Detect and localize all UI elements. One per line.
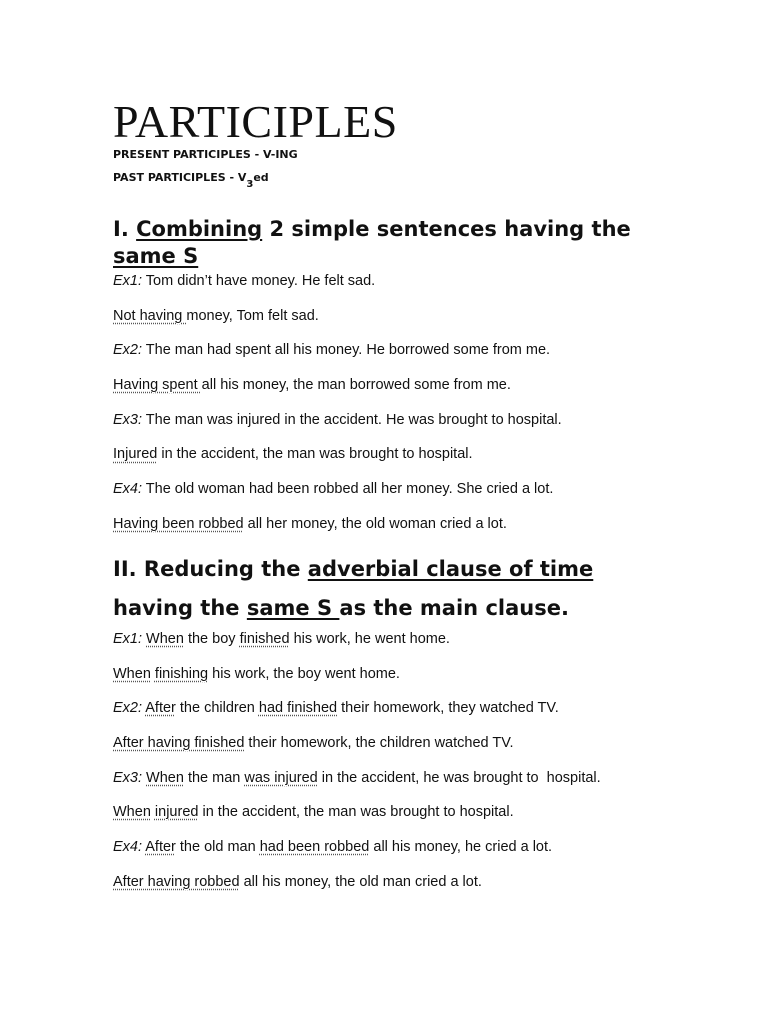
sentence-text: all his money, the man borrowed some from me. [201, 377, 511, 394]
example-label: Ex2: [113, 342, 143, 359]
example-sentence [113, 410, 673, 430]
subtitle-past-suffix: ed [253, 171, 269, 184]
example-label: Ex4: [113, 481, 143, 498]
example-label: Ex2: [113, 700, 143, 717]
reduced-sentence [113, 872, 673, 892]
marked-phrase: had finished [258, 700, 338, 717]
sentence-text: his work, he went home. [289, 630, 450, 647]
sentence-text: in the accident, the man was brought to hospital. [198, 804, 514, 821]
marked-phrase: finished [239, 630, 290, 647]
marked-phrase: After [145, 838, 176, 855]
reduced-sentence [113, 733, 673, 753]
example-label: Ex3: [113, 769, 143, 786]
subtitle-past-prefix: PAST PARTICIPLES - V [113, 171, 247, 184]
sentence-text: in the accident, the man was brought to hospital. [157, 446, 473, 463]
sentence-text: The man had spent all his money. He borrowed some from me. [142, 342, 551, 359]
subtitle-past [113, 171, 673, 192]
sentence-text: the man [183, 769, 245, 786]
marked-phrase: Having been robbed [113, 515, 244, 532]
marked-phrase: When [113, 804, 151, 821]
section1-underline-1: Combining [136, 217, 263, 241]
section1-examples [113, 271, 673, 534]
marked-phrase: After having robbed [113, 873, 240, 890]
sentence-text: their homework, the children watched TV. [244, 734, 514, 751]
section2-underline-2: same S [246, 595, 340, 620]
sentence-text: the old man [175, 838, 260, 855]
reduced-sentence [113, 802, 673, 822]
reduced-sentence [113, 306, 673, 326]
example-sentence [113, 768, 673, 788]
marked-phrase: had been robbed [259, 838, 370, 855]
example-sentence [113, 271, 673, 291]
example-label: Ex3: [113, 411, 143, 428]
sentence-text: all his money, he cried a lot. [369, 838, 553, 855]
sentence-text: his work, the boy went home. [208, 665, 400, 682]
sentence-text: all his money, the old man cried a lot. [239, 873, 482, 890]
section1-heading [113, 216, 673, 270]
example-label: Ex4: [113, 838, 143, 855]
sentence-text: the boy [183, 630, 240, 647]
subtitle-past-subscript: 3 [246, 179, 254, 190]
section1-number: I. [113, 217, 137, 241]
example-sentence [113, 698, 673, 718]
section2-heading-mid: having the [113, 595, 247, 620]
example-sentence [113, 837, 673, 857]
section2-underline-1: adverbial clause of time [307, 556, 594, 581]
marked-phrase: After [145, 700, 176, 717]
sentence-text: in the accident, he was brought to hospital. [317, 769, 601, 786]
marked-phrase: When [146, 630, 184, 647]
sentence-text: The man was injured in the accident. He was brought to hospital. [142, 411, 562, 428]
example-sentence [113, 629, 673, 649]
marked-phrase: When [113, 665, 151, 682]
marked-phrase: When [146, 769, 184, 786]
section2-heading-post: as the main clause. [339, 595, 569, 620]
marked-phrase: Not having [113, 307, 187, 324]
sentence-text: the children [175, 700, 259, 717]
example-label: Ex1: [113, 630, 143, 647]
reduced-sentence [113, 514, 673, 534]
sentence-text: all her money, the old woman cried a lot. [243, 515, 507, 532]
subtitle-present: PRESENT PARTICIPLES - V-ING [113, 148, 298, 161]
document-body [113, 96, 673, 892]
sentence-text: money, Tom felt sad. [186, 307, 319, 324]
section2-heading [113, 550, 673, 628]
marked-phrase: injured [154, 804, 199, 821]
example-sentence [113, 479, 673, 499]
example-label: Ex1: [113, 273, 143, 289]
sentence-text: their homework, they watched TV. [337, 700, 559, 717]
reduced-sentence [113, 664, 673, 684]
section1-underline-2: same S [113, 244, 199, 268]
reduced-sentence [113, 375, 673, 395]
section2-heading-pre: II. Reducing the [113, 556, 308, 581]
sentence-text: Tom didn’t have money. He felt sad. [142, 273, 376, 289]
marked-phrase: was injured [244, 769, 318, 786]
marked-phrase: Injured [113, 446, 158, 463]
marked-phrase: finishing [154, 665, 209, 682]
example-sentence [113, 340, 673, 360]
section2-examples [113, 629, 673, 892]
marked-phrase: After having finished [113, 734, 245, 751]
page-title: PARTICIPLES [113, 96, 398, 147]
marked-phrase: Having spent [113, 377, 202, 394]
sentence-text: The old woman had been robbed all her money. She cried a lot. [142, 481, 554, 498]
reduced-sentence [113, 444, 673, 464]
section1-heading-mid: 2 simple sentences having the [262, 217, 631, 241]
